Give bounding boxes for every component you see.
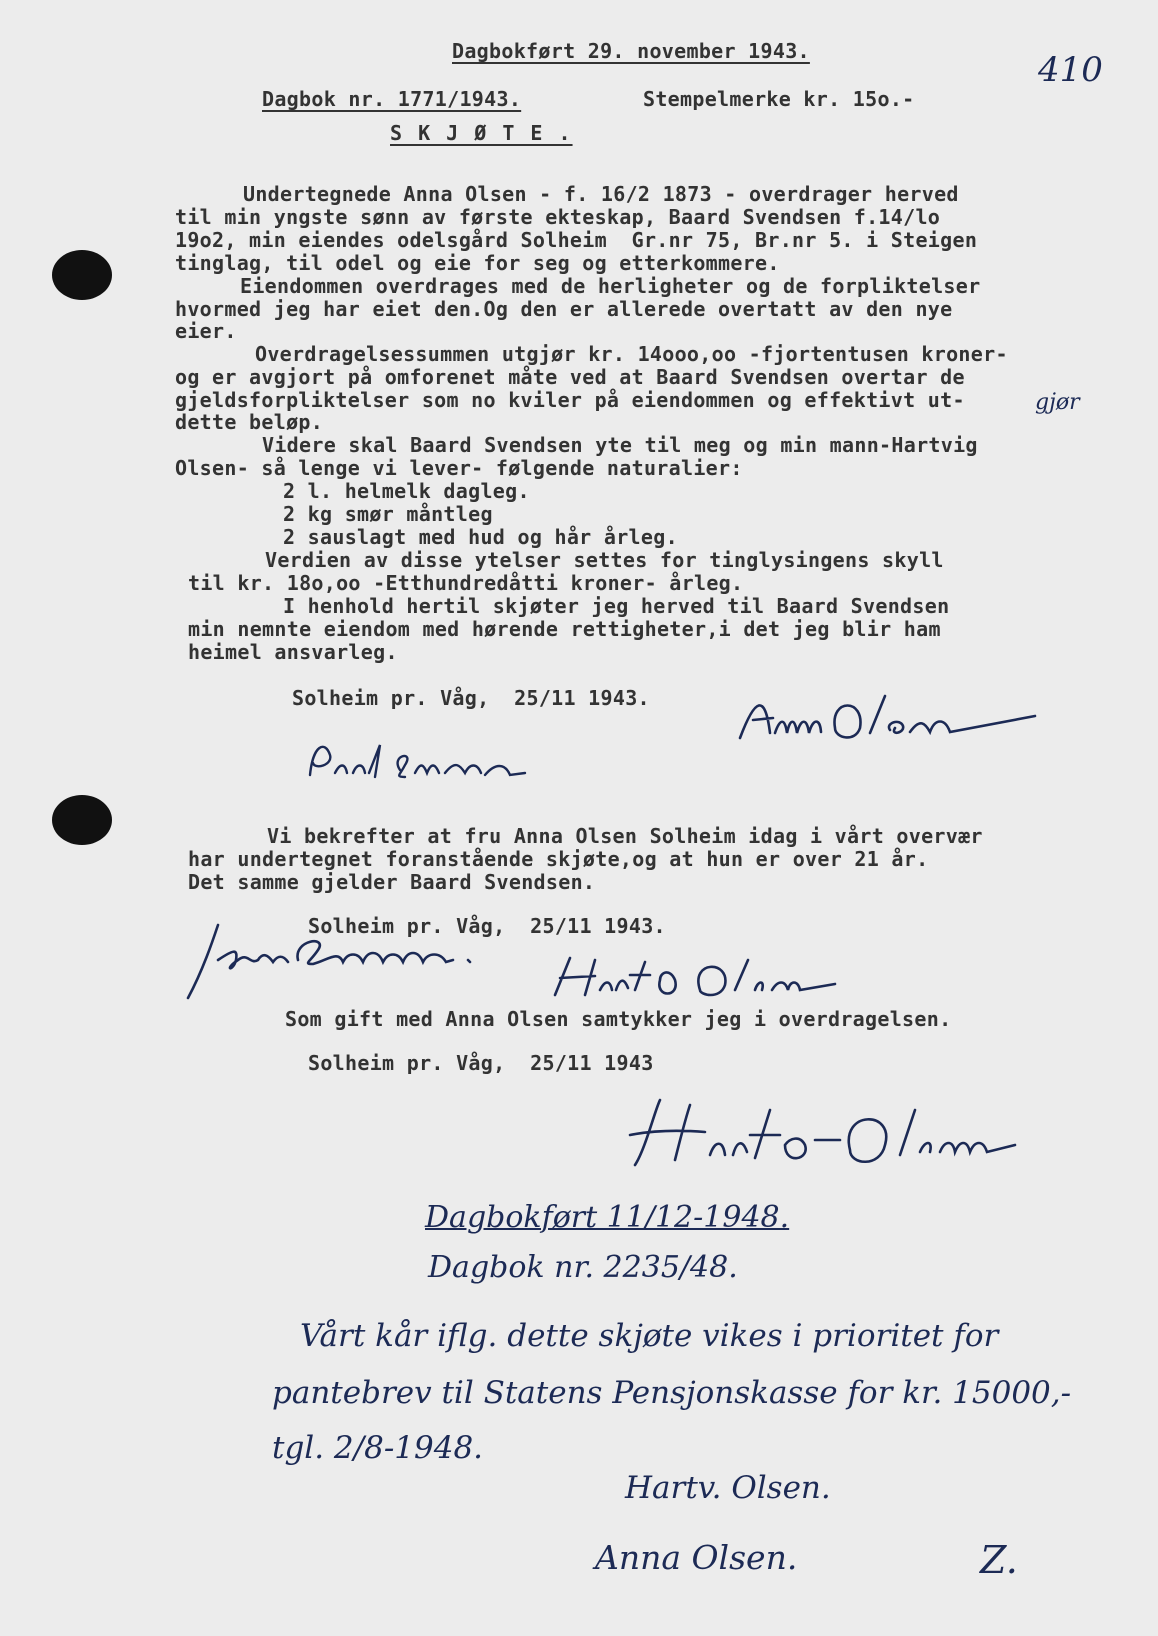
margin-note: gjør <box>1035 390 1080 415</box>
body-line: hvormed jeg har eiet den.Og den er allerede overtatt av den nye <box>175 297 953 321</box>
document-title: S K J Ø T E . <box>390 121 573 145</box>
witness-line: har undertegnet foranstående skjøte,og at hun er over 21 år. <box>188 847 929 871</box>
body-line: gjeldsforpliktelser som no kviler på eiendommen og effektivt ut- <box>175 388 965 412</box>
annotation-initials: Z. <box>980 1538 1018 1582</box>
list-item: 2 l. helmelk dagleg. <box>283 479 530 503</box>
signature-baard-svendsen <box>305 735 535 790</box>
body-line: Videre skal Baard Svendsen yte til meg og min mann-Hartvig <box>262 433 978 457</box>
witness-signature-kaare-svendsen <box>178 920 498 1005</box>
place-date: Solheim pr. Våg, 25/11 1943 <box>308 1051 654 1075</box>
body-line: til kr. 18o,oo -Etthundredåtti kroner- årleg. <box>188 571 744 595</box>
annotation-diary-number: Dagbok nr. 2235/48. <box>428 1250 738 1285</box>
signature-hartvig-olsen <box>625 1090 1025 1180</box>
place-date: Solheim pr. Våg, 25/11 1943. <box>308 914 666 938</box>
page-number: 410 <box>1038 50 1103 90</box>
place-date: Solheim pr. Våg, 25/11 1943. <box>292 686 650 710</box>
body-line: Verdien av disse ytelser settes for tinglysingens skyll <box>265 548 944 572</box>
body-line: Overdragelsessummen utgjør kr. 14ooo,oo -fjortentusen kroner- <box>255 342 1008 366</box>
witness-signature-hartvig-olsen <box>550 950 840 1005</box>
punch-hole-bottom <box>52 795 112 845</box>
body-line: Undertegnede Anna Olsen - f. 16/2 1873 - overdrager herved <box>243 182 959 206</box>
list-item: 2 sauslagt med hud og hår årleg. <box>283 525 678 549</box>
stamp-fee: Stempelmerke kr. 15o.- <box>643 87 915 111</box>
body-line: dette beløp. <box>175 410 324 434</box>
annotation-signature-hartvig: Hartv. Olsen. <box>625 1470 831 1506</box>
body-line: til min yngste sønn av første ekteskap, Baard Svendsen f.14/lo <box>175 205 941 229</box>
annotation-line: tgl. 2/8-1948. <box>272 1430 484 1466</box>
registration-line: Dagbokført 29. november 1943. <box>452 39 810 63</box>
annotation-registered: Dagbokført 11/12-1948. <box>425 1200 790 1235</box>
body-line: 19o2, min eiendes odelsgård Solheim Gr.nr 75, Br.nr 5. i Steigen <box>175 228 978 252</box>
consent-line: Som gift med Anna Olsen samtykker jeg i overdragelsen. <box>285 1007 952 1031</box>
diary-number: Dagbok nr. 1771/1943. <box>262 87 522 111</box>
witness-line: Vi bekrefter at fru Anna Olsen Solheim idag i vårt overvær <box>267 824 983 848</box>
body-line: eier. <box>175 319 237 343</box>
body-line: og er avgjort på omforenet måte ved at Baard Svendsen overtar de <box>175 365 965 389</box>
signature-anna-olsen <box>735 688 1055 758</box>
body-line: Eiendommen overdrages med de herligheter og de forpliktelser <box>240 274 981 298</box>
list-item: 2 kg smør måntleg <box>283 502 493 526</box>
annotation-signature-anna: Anna Olsen. <box>595 1538 798 1577</box>
body-line: Olsen- så lenge vi lever- følgende naturalier: <box>175 456 743 480</box>
annotation-line: Vårt kår iflg. dette skjøte vikes i prioritet for <box>300 1318 999 1354</box>
punch-hole-top <box>52 250 112 300</box>
annotation-line: pantebrev til Statens Pensjonskasse for kr. 15000,- <box>272 1375 1072 1411</box>
body-line: I henhold hertil skjøter jeg herved til Baard Svendsen <box>283 594 950 618</box>
body-line: heimel ansvarleg. <box>188 640 398 664</box>
witness-line: Det samme gjelder Baard Svendsen. <box>188 870 596 894</box>
body-line: min nemnte eiendom med hørende rettigheter,i det jeg blir ham <box>188 617 941 641</box>
body-line: tinglag, til odel og eie for seg og etterkommere. <box>175 251 780 275</box>
